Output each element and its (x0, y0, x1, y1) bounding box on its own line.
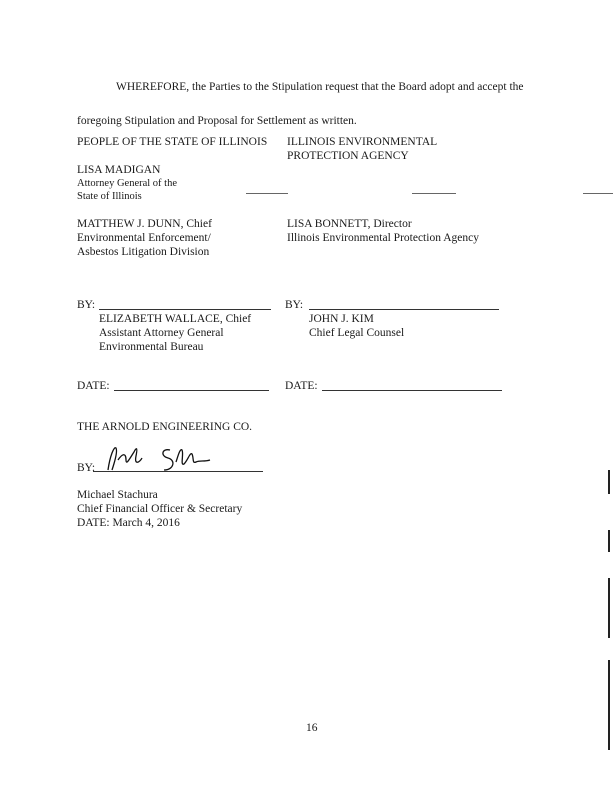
agency-director-agency: Illinois Environmental Protection Agency (287, 232, 479, 244)
company-signer-name: Michael Stachura (77, 489, 158, 501)
attorney-general-title-1: Attorney General of the (77, 178, 178, 189)
left-signer-title-1: Assistant Attorney General (99, 327, 224, 339)
left-date-line[interactable] (114, 390, 269, 391)
right-signature-line[interactable] (309, 309, 499, 310)
attorney-general-title-2: State of Illinois (77, 191, 142, 202)
scan-mark-2 (608, 530, 610, 552)
stray-line-2 (412, 193, 456, 194)
intro-line-1: WHEREFORE, the Parties to the Stipulation request that the Board adopt and accept the (116, 81, 524, 93)
right-signer-title: Chief Legal Counsel (309, 327, 405, 339)
page-number: 16 (306, 722, 318, 734)
left-date-label: DATE: (77, 380, 110, 392)
agency-director-name: LISA BONNETT, Director (287, 218, 412, 230)
scan-mark-1 (608, 470, 610, 494)
attorney-general-name: LISA MADIGAN (77, 164, 161, 176)
right-party-heading-1: ILLINOIS ENVIRONMENTAL (287, 136, 438, 148)
company-date: DATE: March 4, 2016 (77, 517, 180, 529)
scan-mark-3 (608, 578, 610, 638)
stray-line-1 (246, 193, 288, 194)
company-name: THE ARNOLD ENGINEERING CO. (77, 421, 253, 433)
left-party-heading: PEOPLE OF THE STATE OF ILLINOIS (77, 136, 268, 148)
right-date-label: DATE: (285, 380, 318, 392)
right-signer-name: JOHN J. KIM (309, 313, 374, 325)
company-by-label: BY: (77, 462, 96, 474)
right-by-label: BY: (285, 299, 304, 311)
division-line-3: Asbestos Litigation Division (77, 246, 210, 258)
stray-line-3 (583, 193, 613, 194)
left-signer-name: ELIZABETH WALLACE, Chief (99, 313, 252, 325)
left-signature-line[interactable] (99, 309, 271, 310)
division-chief-name: MATTHEW J. DUNN, Chief (77, 218, 212, 230)
right-date-line[interactable] (322, 390, 502, 391)
company-signer-title: Chief Financial Officer & Secretary (77, 503, 243, 515)
division-line-2: Environmental Enforcement/ (77, 232, 211, 244)
right-party-heading-2: PROTECTION AGENCY (287, 150, 409, 162)
intro-line-2: foregoing Stipulation and Proposal for Settlement as written. (77, 115, 357, 127)
left-signer-title-2: Environmental Bureau (99, 341, 204, 353)
handwritten-signature (100, 438, 230, 478)
scan-mark-4 (608, 660, 610, 750)
left-by-label: BY: (77, 299, 96, 311)
